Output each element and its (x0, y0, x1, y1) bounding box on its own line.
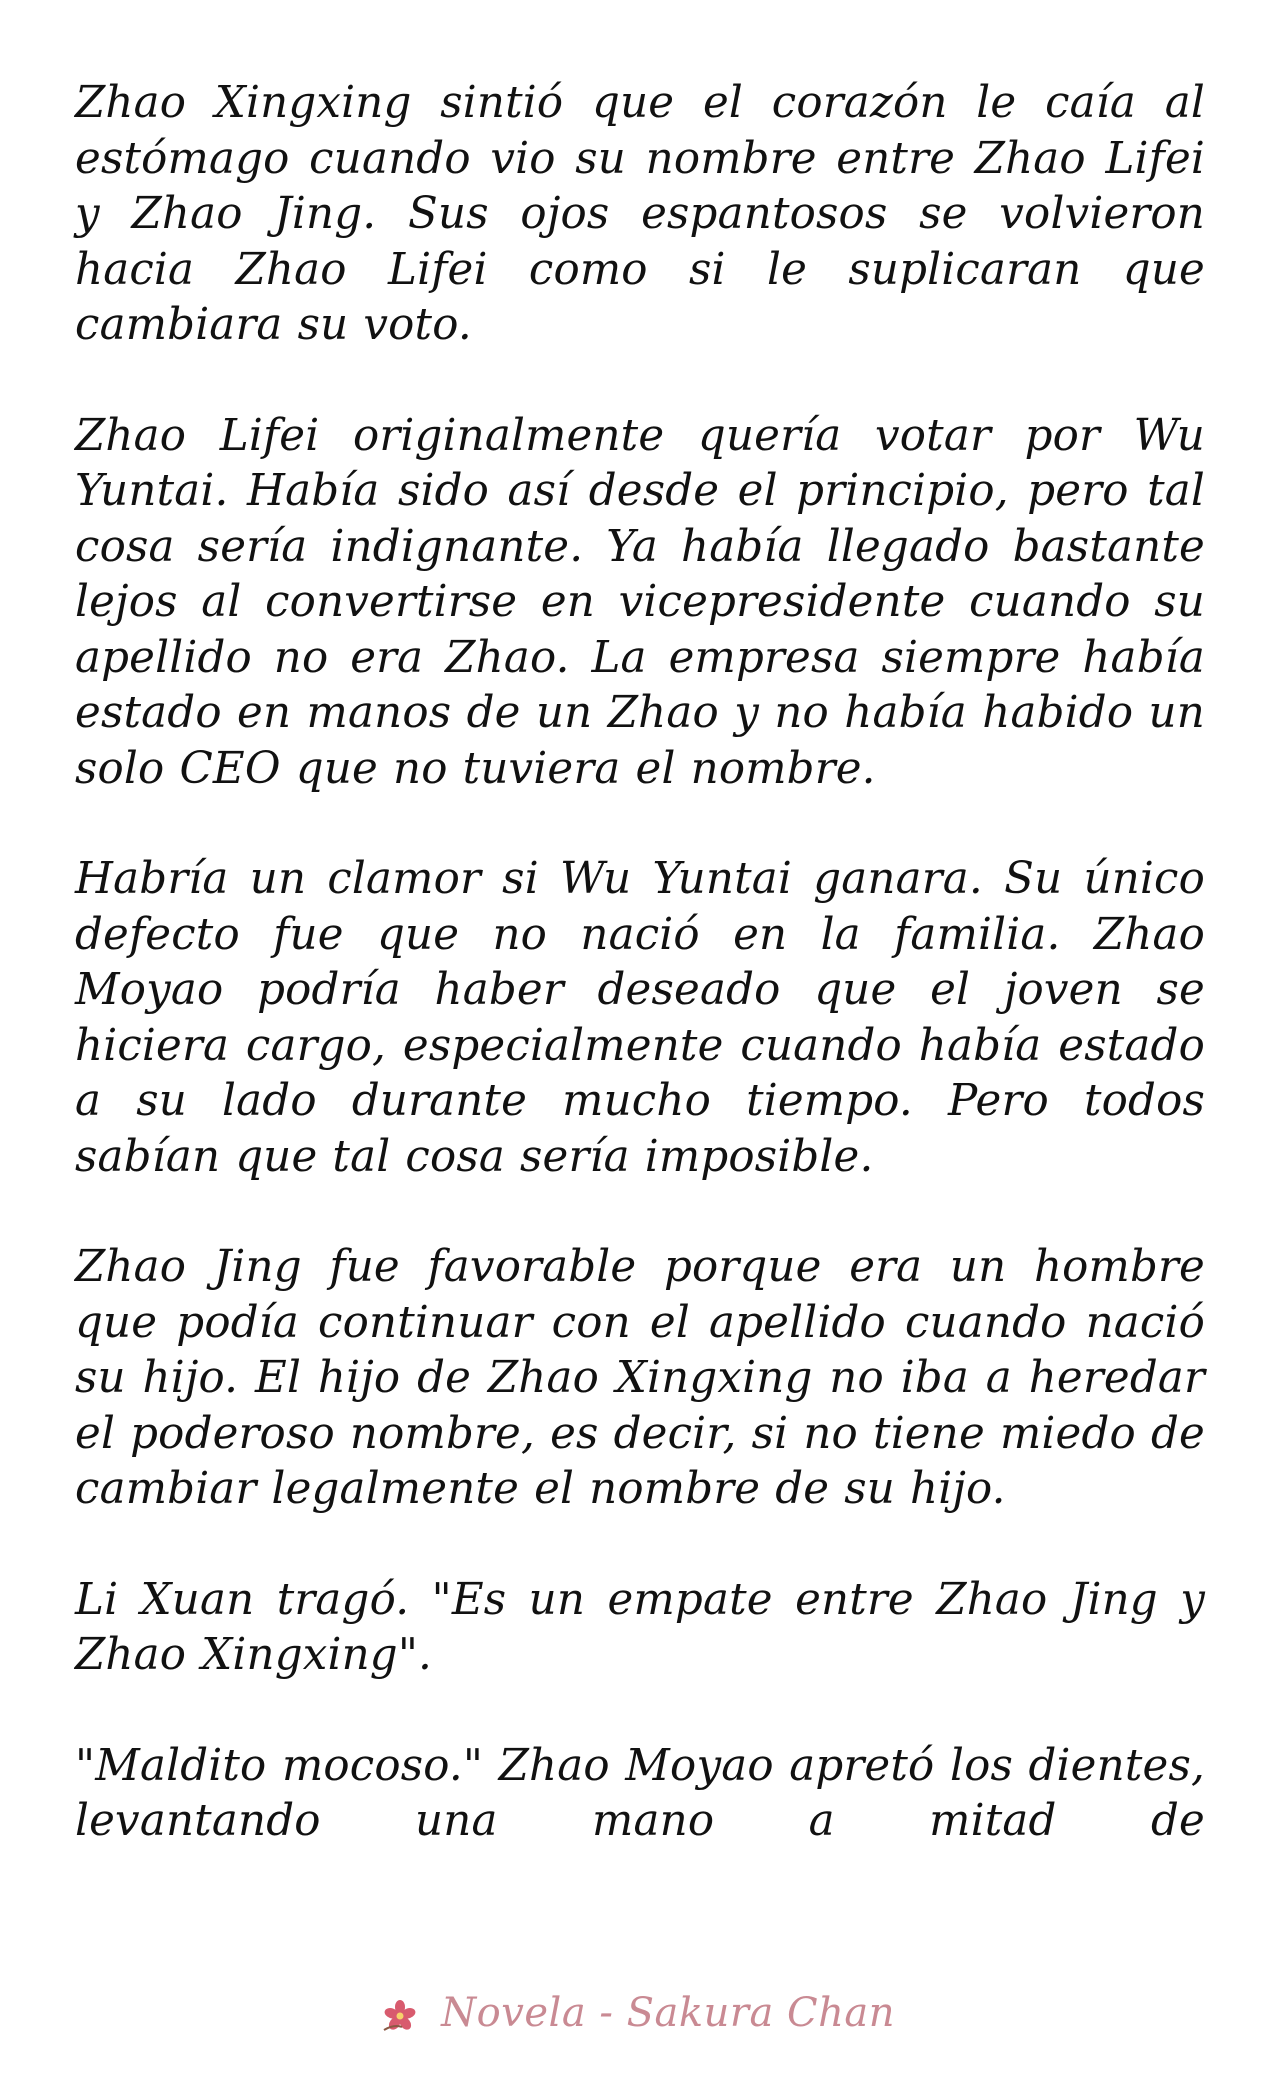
watermark (0, 1990, 1275, 2036)
paragraph-4: Zhao Jing fue favorable porque era un hombre que podía continuar con el apellido cuando nació su hijo. El hijo de Zhao Xingxing no iba a heredar el poderoso nombre, es decir, si no tiene miedo de cambiar legalmente el nombre de su hijo. (75, 1242, 1205, 1514)
paragraph-2: Zhao Lifei originalmente quería votar por Wu Yuntai. Había sido así desde el principio, pero tal cosa sería indignante. Ya había llegado bastante lejos al convertirse en vicepresidente cuando su apellido no era Zhao. La empresa siempre había estado en manos de un Zhao y no había habido un solo CEO que no tuviera el nombre. (75, 410, 1205, 794)
chapter-body (75, 76, 1205, 1850)
paragraph-6: "Maldito mocoso." Zhao Moyao apretó los dientes, levantando una mano a mitad de (75, 1740, 1205, 1846)
sakura-flower-icon (380, 1996, 420, 2036)
paragraph-1: Zhao Xingxing sintió que el corazón le caía al estómago cuando vio su nombre entre Zhao Lifei y Zhao Jing. Sus ojos espantosos se volvieron hacia Zhao Lifei como si le suplicaran que cambiara su voto. (75, 78, 1205, 350)
paragraph-3: Habría un clamor si Wu Yuntai ganara. Su único defecto fue que no nació en la familia. Zhao Moyao podría haber deseado que el joven se hiciera cargo, especialmente cuando había estado a su lado durante mucho tiempo. Pero todos sabían que tal cosa sería imposible. (75, 854, 1205, 1182)
paragraph-5: Li Xuan tragó. "Es un empate entre Zhao Jing y Zhao Xingxing". (75, 1574, 1205, 1680)
watermark-text: Novela - Sakura Chan (441, 1990, 896, 2036)
